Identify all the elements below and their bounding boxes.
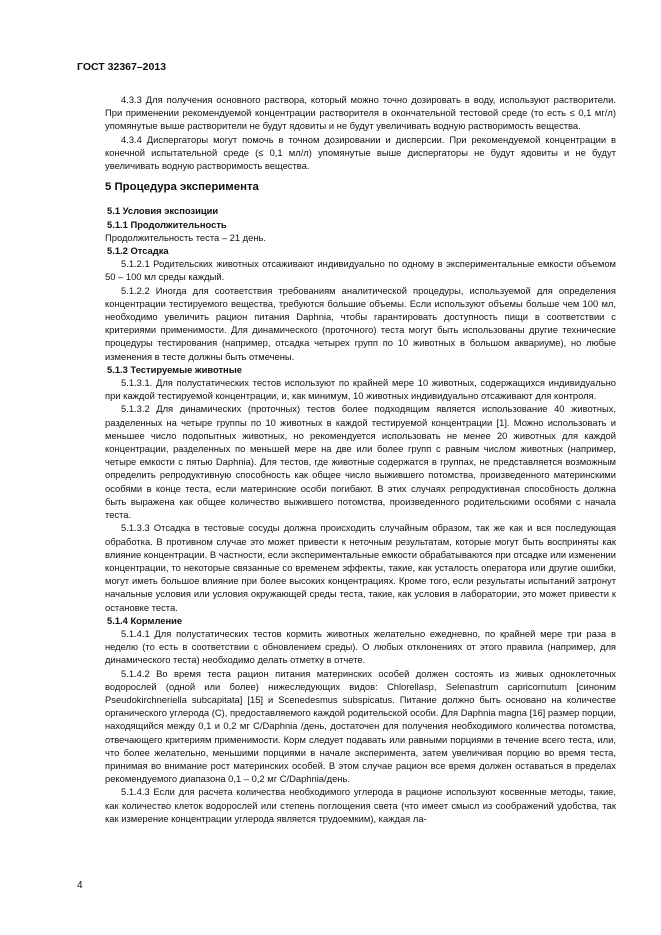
page-content [105, 93, 616, 825]
paragraph-5-1-3-1: 5.1.3.1. Для полустатических тестов используют по крайней мере 10 животных, содержащихся индивидуально при каждой тестируемой концентрации, и, как минимум, 10 животных индивидуально отсаживают для контроля. [105, 377, 616, 402]
section-heading-5: 5 Процедура эксперимента [105, 181, 259, 194]
subsection-heading-5-1: 5.1 Условия экспозиции [107, 205, 219, 217]
subsection-heading-5-1-3: 5.1.3 Тестируемые животные [107, 363, 242, 375]
paragraph-5-1-4-2: 5.1.4.2 Во время теста рацион питания материнских особей должен состоять из живых одноклеточных водорослей (одной или более) нижеследующих видов: Chlorellasp, Selenastrum capricornutum [синоним Pseudokirchneriella subcapitata] [15] и Scenedesmus subspicatus. Питание должно быть основано на количестве органического углерода (С), предоставляемого каждой родительской особи. Для Daphnia magna [16] размер порции, находящийся между 0,1 и 0,2 мг С/Daphnia /день, достаточен для получения необходимого количества потомства, отвечающего критериям применимости. Корм следует подавать или равными порциями в течение всего теста, или, что более желательно, меньшими порциями в начале эксперимента, затем увеличивая порцию во время теста, принимая во внимание рост материнских особей. В этом случае рацион все время должен оставаться в пределах рекомендуемого диапазона 0,1 – 0,2 мг С/Daphnia/день. [105, 667, 616, 785]
page-number: 4 [77, 880, 83, 891]
paragraph-4-3-4: 4.3.4 Диспергаторы могут помочь в точном дозировании и дисперсии. При рекомендуемой концентрации в конечной испытательной среде (≤ 0,1 мл/л) упомянутые выше диспергаторы не будут ядовиты и не будут увеличивать водную растворимость вещества. [105, 133, 616, 172]
subsection-heading-5-1-2: 5.1.2 Отсадка [107, 245, 169, 257]
paragraph-5-1-2-2: 5.1.2.2 Иногда для соответствия требованиям аналитической процедуры, используемой для определения концентрации тестируемого вещества, требуются большие объемы. Если используют объемы больше чем 100 мл, необходимо увеличить рацион питания Daphnia, чтобы гарантировать доступность пищи в соответствии с критериями применимости. Для динамического (проточного) теста могут быть использованы другие технические процедуры тестирования (например, отсадка четырех групп по 10 животных в большом аквариуме), но любые изменения в тесте должны быть отмечены. [105, 284, 616, 362]
paragraph-5-1-1: Продолжительность теста – 21 день. [105, 231, 267, 243]
paragraph-5-1-4-1: 5.1.4.1 Для полустатических тестов кормить животных желательно ежедневно, по крайней мере три раза в неделю (то есть в соответствии с обновлением среды). О любых отклонениях от этого правила (например, для динамического теста) необходимо делать отметку в отчете. [105, 627, 616, 666]
paragraph-5-1-4-3: 5.1.4.3 Если для расчета количества необходимого углерода в рационе используют косвенные методы, такие, как количество клеток водорослей или степень поглощения света (что имеет смысл из соображений удобства, так как измерение концентрации углерода является трудоемким), каждая ла- [105, 786, 616, 824]
paragraph-4-3-3: 4.3.3 Для получения основного раствора, который можно точно дозировать в воду, используют растворители. При применении рекомендуемой концентрации растворителя в окончательной тестовой среде (то есть ≤ 0,1 мг/л) упомянутые выше растворители не будут ядовиты и не будут увеличивать водную растворимость вещества. [105, 94, 616, 132]
subsection-heading-5-1-4: 5.1.4 Кормление [107, 614, 183, 626]
document-header: ГОСТ 32367–2013 [77, 61, 167, 73]
paragraph-5-1-3-2: 5.1.3.2 Для динамических (проточных) тестов более подходящим является использование 40 животных, разделенных на четыре группы по 10 животных в каждой тестируемой концентрации [1]. Можно использовать и меньшее число подопытных животных, но рекомендуется использовать не менее 20 животных для каждой концентрации, разделенных по меньшей мере на две или более групп с равным числом животных (например, четыре емкости с пятью Daphnia). Для тестов, где животные содержатся в группах, не представляется возможным определить репродуктивную способность как общее число выжившего потомства, произведенного материнскими особями в конце теста, если материнские особи погибают. В этих случаях репродуктивная способность должна быть выражена как общее количество выжившего потомства, произведенного родительскими особями с начала теста. [105, 403, 616, 521]
subsection-heading-5-1-1: 5.1.1 Продолжительность [107, 218, 227, 230]
paragraph-5-1-3-3: 5.1.3.3 Отсадка в тестовые сосуды должна происходить случайным образом, так же как и вся последующая обработка. В противном случае это может привести к неточным результатам, которые могут быть восприняты как влияние концентрации. В частности, если экспериментальные емкости обрабатываются при отсадке или изменении концентрации, то некоторые связанные со временем эффекты, такие, как усталость оператора или другие ошибки, могут иметь большое влияние при более высоких концентрациях. Кроме того, если результаты испытаний затронут начальные условия или условия окружающей среды теста, такие, как условия в лаборатории, это может привести к остановке теста. [105, 522, 616, 613]
paragraph-5-1-2-1: 5.1.2.1 Родительских животных отсаживают индивидуально по одному в экспериментальные емкости объемом 50 – 100 мл среды каждый. [105, 258, 616, 283]
